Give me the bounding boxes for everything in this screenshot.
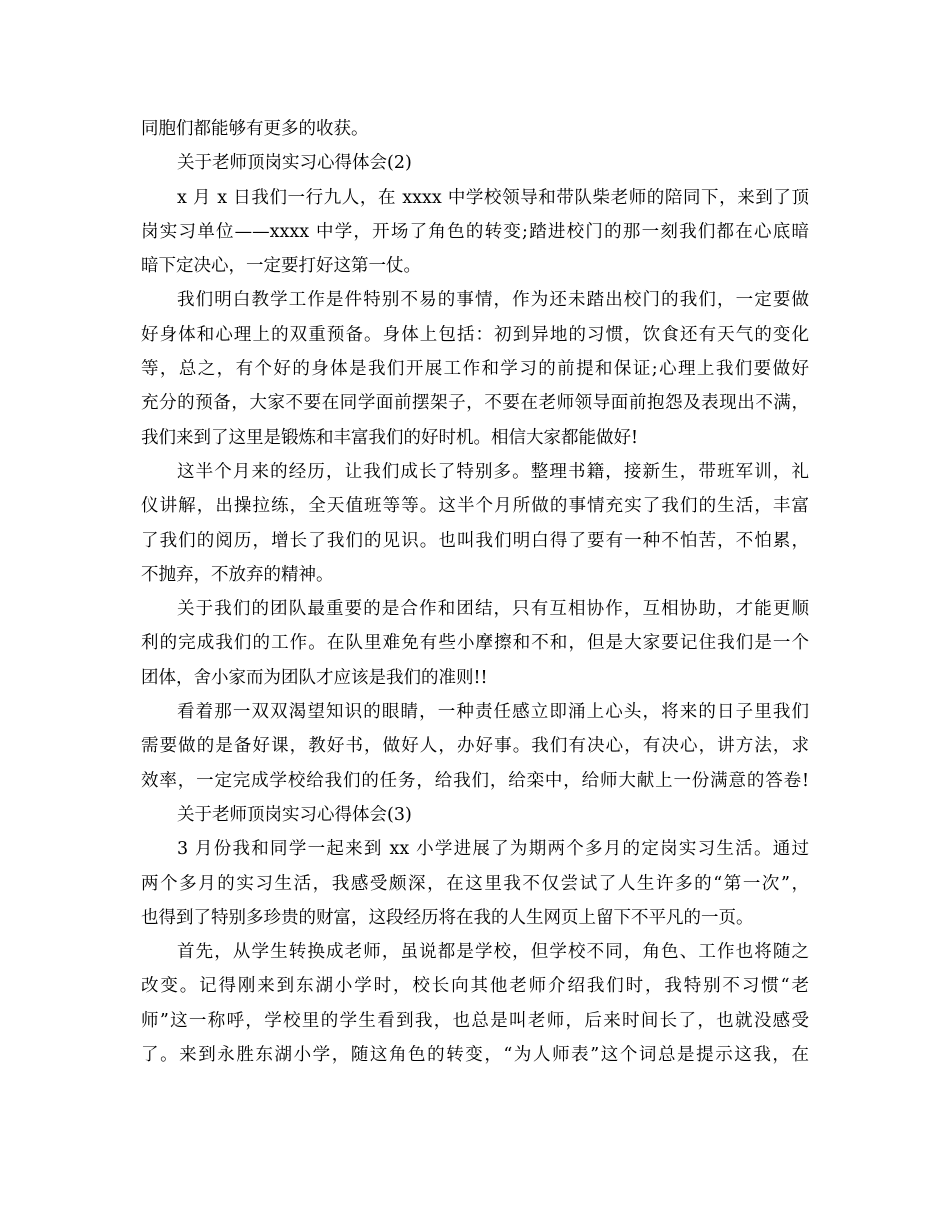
document-body xyxy=(141,112,809,1072)
text-line: 岗实习单位——xxxx 中学，开场了角色的转变;踏进校门的那一刻我们都在心底暗 xyxy=(141,221,809,242)
text-line: 利的完成我们的工作。在队里难免有些小摩擦和不和，但是大家要记住我们是一个 xyxy=(141,633,809,654)
text-line: 这半个月来的经历，让我们成长了特别多。整理书籍，接新生，带班军训，礼 xyxy=(177,461,809,482)
text-line: 效率，一定完成学校给我们的任务，给我们，给栾中，给师大献上一份满意的答卷! xyxy=(141,770,809,791)
text-line: 了。来到永胜东湖小学，随这角色的转变，“为人师表”这个词总是提示这我，在 xyxy=(141,1045,809,1066)
text-line: 两个多月的实习生活，我感受颇深，在这里我不仅尝试了人生许多的“第一次”， xyxy=(141,873,809,894)
text-line: 需要做的是备好课，教好书，做好人，办好事。我们有决心，有决心，讲方法，求 xyxy=(141,736,809,757)
text-line: 我们明白教学工作是件特别不易的事情，作为还未踏出校门的我们，一定要做 xyxy=(177,290,809,311)
text-line: 关于我们的团队最重要的是合作和团结，只有互相协作，互相协助，才能更顺 xyxy=(177,599,809,620)
text-line: 师”这一称呼，学校里的学生看到我，也总是叫老师，后来时间长了，也就没感受 xyxy=(141,1010,809,1031)
text-line: 了我们的阅历，增长了我们的见识。也叫我们明白得了要有一种不怕苦，不怕累， xyxy=(141,530,809,551)
text-line: 我们来到了这里是锻炼和丰富我们的好时机。相信大家都能做好! xyxy=(141,427,639,448)
text-line: 等，总之，有个好的身体是我们开展工作和学习的前提和保证;心理上我们要做好 xyxy=(141,359,809,380)
text-line: 关于老师顶岗实习心得体会(3) xyxy=(177,804,412,825)
text-line: 3 月份我和同学一起来到 xx 小学进展了为期两个多月的定岗实习生活。通过 xyxy=(177,839,809,860)
text-line: 也得到了特别多珍贵的财富，这段经历将在我的人生网页上留下不平凡的一页。 xyxy=(141,907,754,928)
text-line: 看着那一双双渴望知识的眼睛，一种责任感立即涌上心头，将来的日子里我们 xyxy=(177,702,809,723)
text-line: 仪讲解，出操拉练，全天值班等等。这半个月所做的事情充实了我们的生活，丰富 xyxy=(141,496,809,517)
text-line: 首先，从学生转换成老师，虽说都是学校，但学校不同，角色、工作也将随之 xyxy=(177,942,809,963)
text-line: 改变。记得刚来到东湖小学时，校长向其他老师介绍我们时，我特别不习惯“老 xyxy=(141,976,809,997)
text-line: 团体，舍小家而为团队才应该是我们的准则!! xyxy=(141,667,488,688)
text-line: 充分的预备，大家不要在同学面前摆架子，不要在老师领导面前抱怨及表现出不满， xyxy=(141,393,809,414)
text-line: 不抛弃，不放弃的精神。 xyxy=(141,564,334,585)
text-line: 同胞们都能够有更多的收获。 xyxy=(141,119,369,139)
text-line: 好身体和心理上的双重预备。身体上包括：初到异地的习惯，饮食还有天气的变化 xyxy=(141,324,809,345)
text-line: 关于老师顶岗实习心得体会(2) xyxy=(177,153,412,174)
text-line: x 月 x 日我们一行九人，在 xxxx 中学校领导和带队柴老师的陪同下，来到了顶 xyxy=(177,187,809,208)
text-line: 暗下定决心，一定要打好这第一仗。 xyxy=(141,256,421,277)
